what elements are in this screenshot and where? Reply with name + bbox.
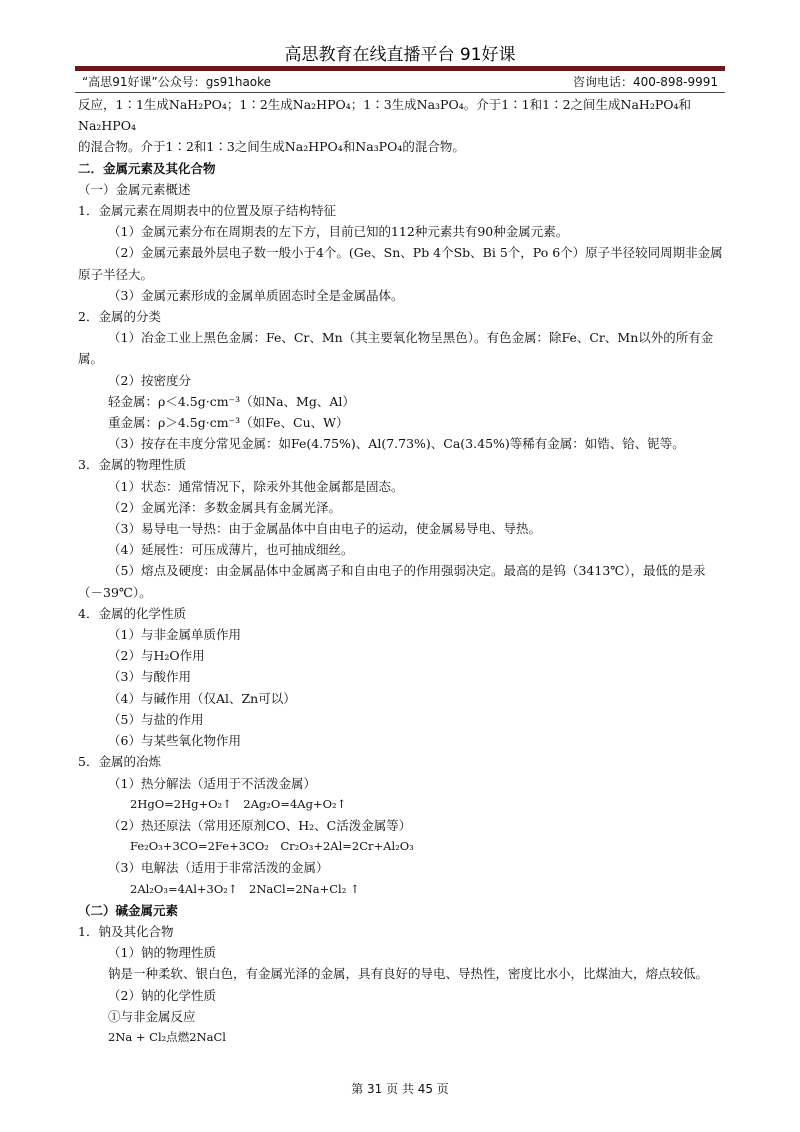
item-heading: 1．钠及其化合物 — [78, 923, 174, 939]
text-line: （1）冶金工业上黑色金属：Fe、Cr、Mn（其主要氧化物呈黑色）。有色金属：除Fe、Cr、Mn以外的所有金属。 — [78, 330, 714, 367]
text-line: （4）延展性：可压成薄片，也可抽成细丝。 — [108, 542, 354, 558]
item-heading: 5．金属的冶炼 — [78, 754, 161, 770]
text-line: （3）按存在丰度分常见金属：如Fe(4.75%)、Al(7.73%)、Ca(3.45%)等稀有金属：如锆、铪、铌等。 — [108, 436, 685, 452]
text-line: （2）热还原法（常用还原剂CO、H₂、C活泼金属等） — [108, 817, 412, 833]
page-header-title: 高思教育在线直播平台 91好课 — [284, 45, 516, 65]
document-body — [78, 94, 726, 1048]
text-line: （6）与某些氧化物作用 — [108, 733, 241, 749]
text-line: ①与非金属反应 — [108, 1008, 196, 1024]
equation-line: 2HgO=2Hg+O₂↑ 2Ag₂O=4Ag+O₂↑ — [130, 796, 347, 811]
item-heading: 3．金属的物理性质 — [78, 457, 186, 473]
text-line: （2）钠的化学性质 — [108, 987, 216, 1003]
text-line: （2）按密度分 — [108, 372, 191, 388]
text-line: （3）金属元素形成的金属单质固态时全是金属晶体。 — [108, 287, 404, 303]
page-footer: 第 31 页 共 45 页 — [351, 1082, 449, 1096]
text-line: （5）熔点及硬度：由金属晶体中金属离子和自由电子的作用强弱决定。最高的是钨（3413℃），最低的是汞（－39℃）。 — [78, 563, 706, 600]
text-line: （1）与非金属单质作用 — [108, 627, 241, 643]
text-line: （3）与酸作用 — [108, 669, 191, 685]
text-line: 重金属：ρ＞4.5g·cm⁻³（如Fe、Cu、W） — [108, 415, 349, 431]
text-line: 反应，1∶1生成NaH₂PO₄；1∶2生成Na₂HPO₄；1∶3生成Na₃PO₄。介于1∶1和1∶2之间生成NaH₂PO₄和Na₂HPO₄ — [78, 97, 692, 134]
header-divider — [75, 92, 725, 93]
text-line: 的混合物。介于1∶2和1∶3之间生成Na₂HPO₄和Na₃PO₄的混合物。 — [78, 139, 465, 155]
item-heading: 2．金属的分类 — [78, 309, 161, 325]
text-line: （2）金属元素最外层电子数一般小于4个。(Ge、Sn、Pb 4个Sb、Bi 5个，Po 6个）原子半径较同周期非金属原子半径大。 — [78, 245, 723, 282]
equation-line: 2Al₂O₃=4Al+3O₂↑ 2NaCl=2Na+Cl₂ ↑ — [130, 881, 360, 896]
text-line: 轻金属：ρ＜4.5g·cm⁻³（如Na、Mg、Al） — [108, 393, 355, 409]
text-line: （2）金属光泽：多数金属具有金属光泽。 — [108, 499, 341, 515]
text-line: （1）热分解法（适用于不活泼金属） — [108, 775, 316, 791]
text-line: （3）易导电一导热：由于金属晶体中自由电子的运动，使金属易导电、导热。 — [108, 521, 541, 537]
section-heading: 二．金属元素及其化合物 — [78, 160, 216, 176]
text-line: （3）电解法（适用于非常活泼的金属） — [108, 860, 329, 876]
text-line: （1）钠的物理性质 — [108, 945, 216, 961]
header-phone: 咨询电话：400-898-9991 — [572, 75, 718, 89]
text-line: （1）状态：通常情况下，除汞外其他金属都是固态。 — [108, 478, 404, 494]
text-line: （5）与盐的作用 — [108, 711, 204, 727]
equation-line: 2Na + Cl₂点燃2NaCl — [108, 1029, 226, 1044]
header-wechat: “高思91好课”公众号：gs91haoke — [82, 75, 272, 89]
item-heading: 4．金属的化学性质 — [78, 605, 186, 621]
subsection-heading: （二）碱金属元素 — [78, 902, 179, 918]
equation-line: Fe₂O₃+3CO=2Fe+3CO₂ Cr₂O₃+2Al=2Cr+Al₂O₃ — [130, 839, 414, 854]
item-heading: 1．金属元素在周期表中的位置及原子结构特征 — [78, 203, 336, 219]
subsection-heading: （一）金属元素概述 — [78, 181, 191, 197]
text-line: 钠是一种柔软、银白色，有金属光泽的金属，具有良好的导电、导热性，密度比水小，比煤油大，熔点较低。 — [108, 966, 709, 982]
text-line: （4）与碱作用（仅Al、Zn可以） — [108, 690, 296, 706]
text-line: （1）金属元素分布在周期表的左下方，目前已知的112种元素共有90种金属元素。 — [108, 224, 569, 240]
text-line: （2）与H₂O作用 — [108, 648, 205, 664]
header-bar — [75, 66, 725, 71]
